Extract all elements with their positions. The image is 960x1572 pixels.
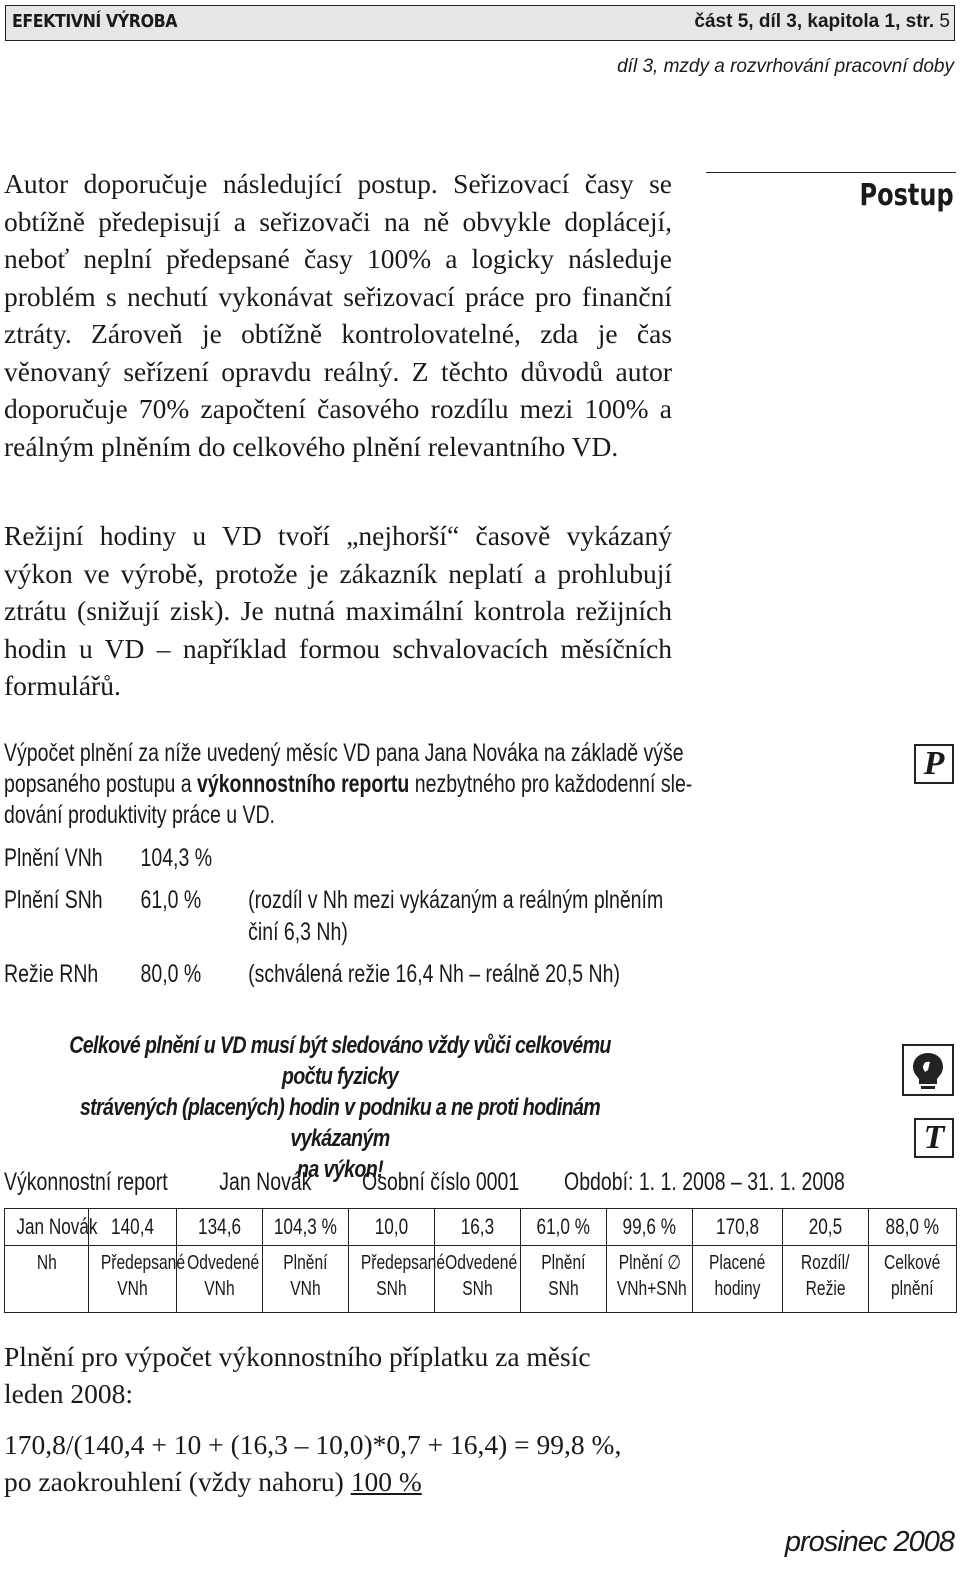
paragraph-rezie: Režijní hodiny u VD tvoří „nejhorší“ časově vykázaný výkon ve výrobě, protože je zákazník neplatí a prohlubují ztrátu (snižují zisk). Je nutná maximální kontrola režijních hodin u VD – například formou schvalovacích měsíčních formulářů. <box>4 520 672 701</box>
metric-note: (schválená režie 16,4 Nh – reálně 20,5 Nh) <box>248 960 620 988</box>
t-icon <box>914 1118 954 1158</box>
table-header-cell: Celkové plnění <box>869 1246 957 1313</box>
result-final-value: 100 % <box>350 1466 422 1497</box>
table-row-headers <box>5 1246 957 1313</box>
metric-note: činí 6,3 Nh) <box>248 918 348 946</box>
table-cell: 10,0 <box>349 1209 435 1246</box>
section-reference-bold: část 5, díl 3, kapitola 1, str. <box>694 11 935 32</box>
performance-report-table <box>4 1208 957 1313</box>
table-header-cell: Odvedené SNh <box>435 1246 521 1313</box>
table-cell: 170,8 <box>693 1209 783 1246</box>
table-cell: 16,3 <box>435 1209 521 1246</box>
p-icon <box>914 744 954 784</box>
table-cell: 134,6 <box>177 1209 263 1246</box>
table-cell: 88,0 % <box>869 1209 957 1246</box>
table-header-cell: Plnění SNh <box>521 1246 607 1313</box>
table-cell: 104,3 % <box>263 1209 349 1246</box>
report-employee-id: Osobní číslo 0001 <box>362 1168 520 1196</box>
p-icon-letter: P <box>923 745 945 782</box>
postup-label: Postup <box>859 178 954 213</box>
lightbulb-icon <box>902 1044 954 1096</box>
table-cell: 99,6 % <box>607 1209 693 1246</box>
table-header-cell: Rozdíl/ Režie <box>783 1246 869 1313</box>
result-line: leden 2008: <box>4 1378 134 1409</box>
table-header-cell: Plnění VNh <box>263 1246 349 1313</box>
metric-label: Režie RNh <box>4 960 99 988</box>
table-cell: Jan Novák <box>5 1209 89 1246</box>
section-reference <box>694 11 950 33</box>
calculation-intro-line: popsaného postupu a výkonnostního reportu nezbytného pro každodenní sle- <box>4 770 693 798</box>
section-subtitle: díl 3, mzdy a rozvrhování pracovní doby <box>617 56 954 77</box>
metric-value: 61,0 % <box>140 886 202 914</box>
result-heading <box>4 1338 684 1412</box>
table-row-values <box>5 1209 957 1246</box>
report-period: Období: 1. 1. 2008 – 31. 1. 2008 <box>564 1168 845 1196</box>
report-title: Výkonnostní report <box>4 1168 168 1196</box>
table-cell: 140,4 <box>89 1209 177 1246</box>
metric-note: (rozdíl v Nh mezi vykázaným a reálným plněním <box>248 886 664 914</box>
table-header-cell: Plnění ∅ VNh+SNh <box>607 1246 693 1313</box>
metric-row-snh <box>4 886 675 956</box>
warning-line: Celkové plnění u VD musí být sledováno vždy vůči celkovému počtu fyzicky <box>69 1032 611 1090</box>
warning-line: na výkon! <box>297 1156 383 1183</box>
metric-label: Plnění SNh <box>4 886 103 914</box>
table-header-cell: Předepsané SNh <box>349 1246 435 1313</box>
side-rule <box>706 172 956 173</box>
warning-note <box>0 1030 680 1185</box>
table-header-cell: Nh <box>5 1246 89 1313</box>
table-header-cell: Placené hodiny <box>693 1246 783 1313</box>
report-employee-name: Jan Novák <box>219 1168 312 1196</box>
table-cell: 61,0 % <box>521 1209 607 1246</box>
metric-row-rnh <box>4 960 675 1000</box>
table-header-cell: Předepsané VNh <box>89 1246 177 1313</box>
footer-date: prosinec 2008 <box>784 1526 954 1558</box>
report-header <box>4 1168 862 1202</box>
calculation-intro <box>4 738 692 831</box>
calculation-intro-line: dování produktivity práce u VD. <box>4 801 275 829</box>
result-formula <box>4 1426 684 1500</box>
t-icon-letter: T <box>923 1119 945 1156</box>
section-reference-page: 5 <box>939 11 950 32</box>
metric-row-vnh <box>4 844 675 884</box>
metric-value: 80,0 % <box>140 960 202 988</box>
result-line: 170,8/(140,4 + 10 + (16,3 – 10,0)*0,7 + 16,4) = 99,8 %, <box>4 1429 622 1460</box>
metric-label: Plnění VNh <box>4 844 103 872</box>
paragraph-postup: Autor doporučuje následující postup. Seřizovací časy se obtížně předepisují a seřizovači na ně obvykle doplácejí, neboť neplní předepsané časy 100% a logicky následuje problém s nechutí vykonávat seřizovací práce pro finanční ztráty. Zároveň je obtížně kontrolovatelné, zda je čas věnovaný seřízení opravdu reálný. Z těchto důvodů autor doporučuje 70% započtení časového rozdílu mezi 100% a reálným plněním do celkového plnění relevantního VD. <box>4 168 672 462</box>
emphasis-report: výkonnostního reportu <box>197 770 410 798</box>
table-cell: 20,5 <box>783 1209 869 1246</box>
result-line: Plnění pro výpočet výkonnostního příplatku za měsíc <box>4 1341 591 1372</box>
calculation-intro-line: Výpočet plnění za níže uvedený měsíc VD pana Jana Nováka na základě výše <box>4 739 684 767</box>
table-header-cell: Odvedené VNh <box>177 1246 263 1313</box>
section-title: EFEKTIVNÍ VÝROBA <box>12 11 178 32</box>
metric-value: 104,3 % <box>140 844 213 872</box>
warning-line: strávených (placených) hodin v podniku a ne proti hodinám vykázaným <box>79 1094 601 1152</box>
result-line: po zaokrouhlení (vždy nahoru) 100 % <box>4 1466 422 1497</box>
